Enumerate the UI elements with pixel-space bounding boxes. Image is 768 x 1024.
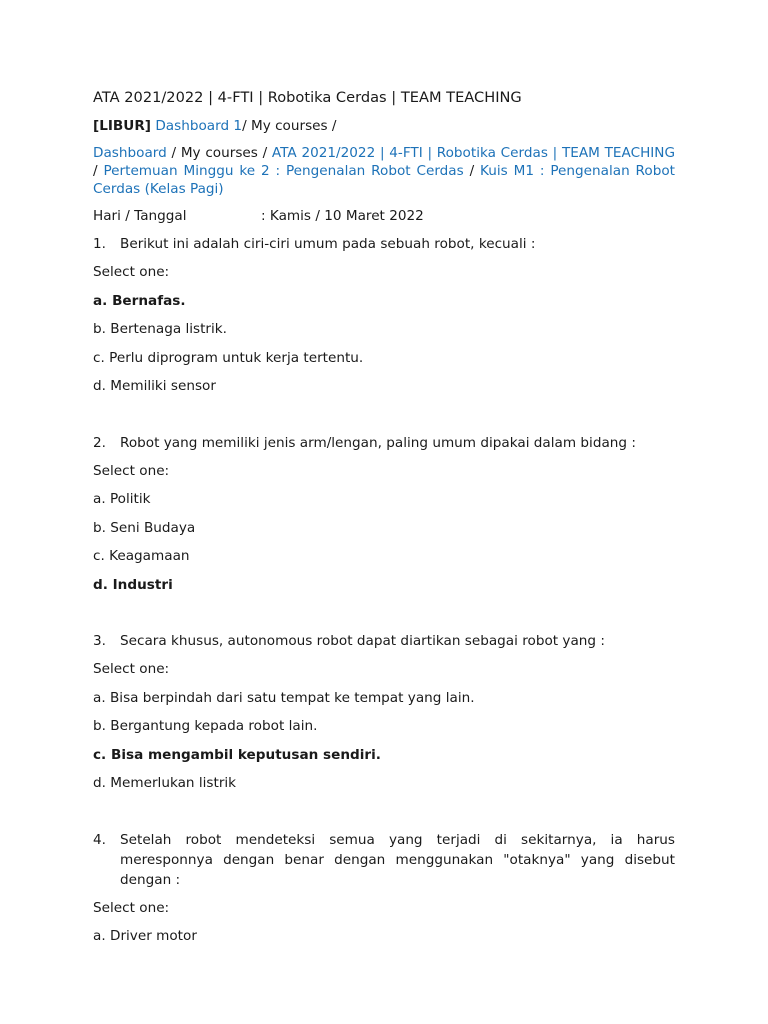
answer-option[interactable]: d. Memiliki sensor [93, 378, 216, 394]
my-courses-text: / My courses / [242, 118, 337, 134]
question-number: 1. [93, 236, 106, 252]
question-3 [93, 631, 675, 651]
breadcrumb-separator: / [93, 163, 104, 179]
spacer [93, 802, 675, 830]
breadcrumb-separator: / [166, 145, 181, 161]
answer-option[interactable]: d. Memerlukan listrik [93, 775, 237, 791]
spacer [93, 603, 675, 631]
answer-option-correct[interactable]: c. Bisa mengambil keputusan sendiri. [93, 746, 381, 763]
breadcrumb-quiz-link[interactable]: Kuis M1 : Pengenalan Robot Cerdas (Kelas Pagi) [93, 163, 675, 197]
breadcrumb-course-link[interactable]: ATA 2021/2022 | 4-FTI | Robotika Cerdas | TEAM TEACHING [271, 145, 675, 161]
document-page [93, 88, 675, 955]
question-text: Secara khusus, autonomous robot dapat diartikan sebagai robot yang : [120, 633, 605, 649]
question-number: 3. [93, 633, 106, 649]
date-row [93, 206, 675, 226]
question-text: Robot yang memiliki jenis arm/lengan, paling umum dipakai dalam bidang : [120, 434, 636, 451]
select-one-label: Select one: [93, 899, 170, 916]
answer-option[interactable]: b. Seni Budaya [93, 519, 196, 536]
question-1 [93, 234, 675, 254]
question-4 [93, 830, 675, 890]
select-one-label: Select one: [93, 661, 170, 677]
breadcrumb-separator: / [257, 145, 272, 161]
answer-option[interactable]: b. Bertenaga listrik. [93, 321, 227, 337]
document-title: ATA 2021/2022 | 4-FTI | Robotika Cerdas | TEAM TEACHING [93, 89, 522, 106]
spacer [93, 405, 675, 433]
breadcrumb-separator: / [463, 163, 481, 179]
top-breadcrumb [93, 116, 675, 136]
answer-option[interactable]: a. Bisa berpindah dari satu tempat ke tempat yang lain. [93, 689, 475, 706]
select-one-label: Select one: [93, 462, 170, 479]
libur-label: [LIBUR] [93, 118, 152, 134]
question-text: Berikut ini adalah ciri-ciri umum pada sebuah robot, kecuali : [120, 236, 536, 252]
date-value: : Kamis / 10 Maret 2022 [261, 208, 424, 224]
answer-option-correct[interactable]: a. Bernafas. [93, 292, 186, 309]
question-number: 4. [93, 831, 106, 848]
date-label: Hari / Tanggal [93, 208, 187, 224]
question-2 [93, 433, 675, 453]
answer-option[interactable]: a. Driver motor [93, 928, 197, 944]
dashboard-1-link[interactable]: Dashboard 1 [155, 118, 243, 134]
select-one-label: Select one: [93, 264, 170, 280]
question-text: Setelah robot mendeteksi semua yang terjadi di sekitarnya, ia harus meresponnya dengan benar dengan menggunakan "otaknya" yang disebut dengan : [120, 831, 675, 888]
breadcrumb-meeting-link[interactable]: Pertemuan Minggu ke 2 : Pengenalan Robot Cerdas [103, 163, 464, 179]
breadcrumb [93, 144, 675, 198]
question-number: 2. [93, 434, 106, 451]
answer-option[interactable]: a. Politik [93, 491, 151, 507]
breadcrumb-dashboard-link[interactable]: Dashboard [93, 145, 167, 161]
answer-option-correct[interactable]: d. Industri [93, 576, 173, 593]
answer-option[interactable]: c. Keagamaan [93, 548, 190, 564]
breadcrumb-my-courses: My courses [180, 145, 258, 161]
answer-option[interactable]: c. Perlu diprogram untuk kerja tertentu. [93, 349, 364, 366]
answer-option[interactable]: b. Bergantung kepada robot lain. [93, 718, 318, 734]
